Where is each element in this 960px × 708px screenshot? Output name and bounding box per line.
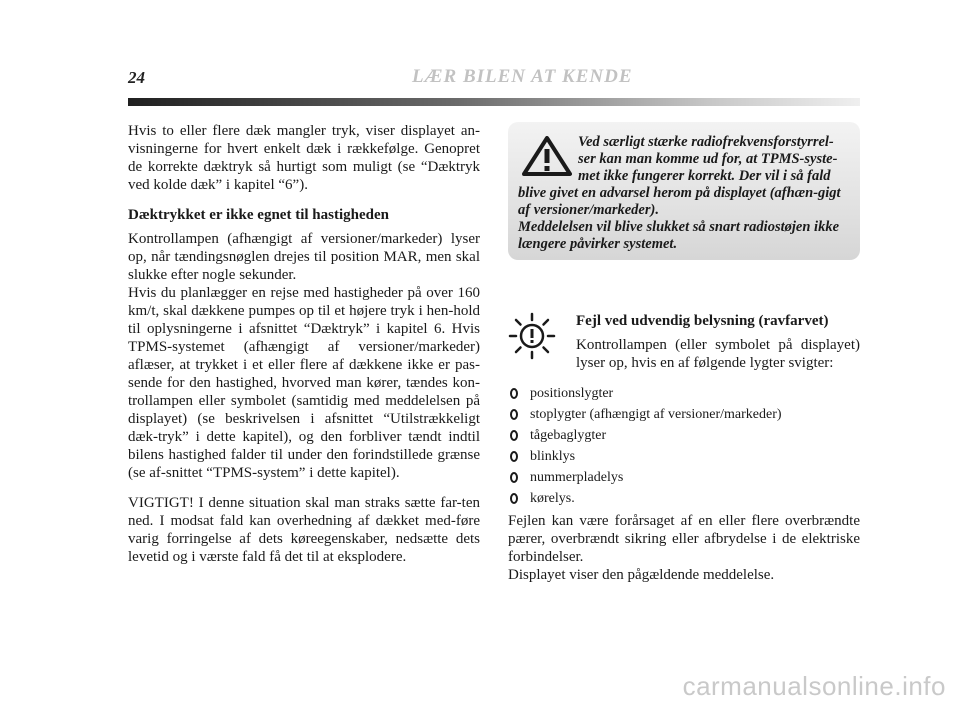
lamp-paragraph: Kontrollampen (afhængigt af versioner/markeder) lyser op, når tændingsnøglen drejes til position MAR, men skal slukke efter nogle sekunder. xyxy=(128,231,480,283)
exterior-light-fault-icon xyxy=(508,312,556,360)
section-heading: Dæktrykket er ikke egnet til hastigheden xyxy=(128,207,389,223)
speed-paragraph: Hvis du planlægger en rejse med hastigheder på over 160 km/t, skal dækkene pumpes op til et højere tryk i hen-hold til oplysningerne i afsnittet “Dæktryk” i kapitel 6. Hvis TPMS-systemet (afhængigt af versioner/markeder) aflæser, at trykket i et eller flere af dækkene ikke er pas-sende for den hastighed, hvorved man kører, tændes kon-trollampen eller symbolet (samtidig med meddelelsen på displayet) (se beskrivelsen i afsnittet “Utilstrækkeligt dæk-tryk” i dette kapitel), og den forbliver tændt indtil bilens hastighed falder til under den forindstillede grænse (se af-snittet “TPMS-system” i dette kapitel). xyxy=(128,285,480,481)
lamp-list xyxy=(508,383,860,509)
bullet-icon xyxy=(510,430,518,441)
running-title: LÆR BILEN AT KENDE xyxy=(412,66,633,87)
warning-text-1: Ved særligt stærke radiofrekvensforstyrrel-ser kan man komme ud for, at TPMS-syste-met ikke fungerer korrekt. Der vil i så fald blive givet en advarsel herom på displayet (afhæn-gigt af versioner/markeder). xyxy=(518,134,841,218)
warning-text-2: Meddelelsen vil blive slukket så snart radiostøjen ikke længere påvirker systemet. xyxy=(518,219,840,252)
fault-text: Kontrollampen (eller symbolet på displayet) lyser op, hvis en af følgende lygter svigter: xyxy=(576,337,860,371)
important-paragraph: VIGTIGT! I denne situation skal man straks sætte far-ten ned. I modsat fald kan overhedning af dækket med-føre varig forringelse af dets køreegenskaber, nedsætte dets levetid og i værste fald få det til at eksplodere. xyxy=(128,495,480,565)
list-item: blinklys xyxy=(508,446,860,467)
list-item: kørelys. xyxy=(508,488,860,509)
fault-heading: Fejl ved udvendig belysning (ravfarvet) xyxy=(576,313,829,329)
bullet-icon xyxy=(510,493,518,504)
list-item: stoplygter (afhængigt af versioner/markeder) xyxy=(508,404,860,425)
bullet-icon xyxy=(510,409,518,420)
warning-box xyxy=(508,122,860,260)
header-rule xyxy=(128,98,860,106)
list-item: nummerpladelys xyxy=(508,467,860,488)
intro-paragraph: Hvis to eller flere dæk mangler tryk, viser displayet an-visningerne for hvert enkelt dæk i rækkefølge. Genopret de korrekte dæktryk så hurtigt som muligt (se “Dæktryk ved kolde dæk” i kapitel “6”). xyxy=(128,123,480,193)
closing-paragraph-1: Fejlen kan være forårsaget af en eller flere overbrændte pærer, overbrændt sikring eller afbrydelse i de elektriske forbindelser. xyxy=(508,513,860,565)
warning-triangle-icon xyxy=(522,136,572,176)
left-column xyxy=(128,122,480,578)
closing-paragraph-2: Displayet viser den pågældende meddelelse. xyxy=(508,567,775,583)
watermark: carmanualsonline.info xyxy=(682,671,946,701)
closing-text xyxy=(508,512,860,584)
bullet-icon xyxy=(510,451,518,462)
fault-section xyxy=(576,312,860,372)
list-item: positionslygter xyxy=(508,383,860,404)
list-item: tågebaglygter xyxy=(508,425,860,446)
page-number: 24 xyxy=(128,68,145,87)
bullet-icon xyxy=(510,472,518,483)
bullet-icon xyxy=(510,388,518,399)
